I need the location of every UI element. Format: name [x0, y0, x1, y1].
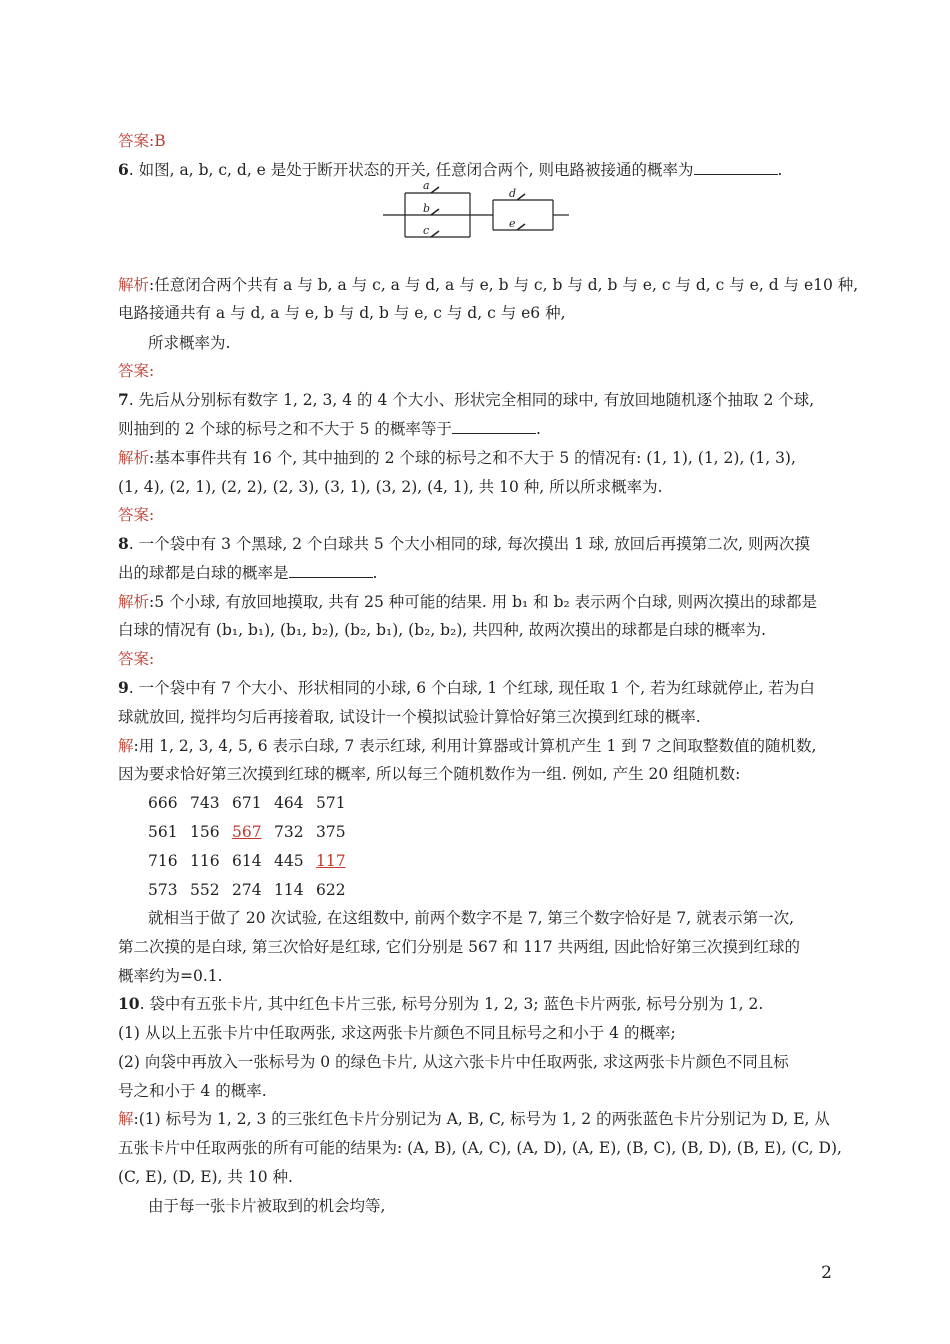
question-7-line-2: 则抽到的 2 个球的标号之和不大于 5 的概率等于 . [118, 420, 541, 438]
table-row: 561 156 567 732 375 [148, 823, 346, 841]
solution-8-line-2: 白球的情况有 (b₁, b₁), (b₁, b₂), (b₂, b₁), (b₂, b₂), 共四种, 故两次摸出的球都是白球的概率为. [118, 621, 767, 639]
solution-9-line-2: 因为要求恰好第三次摸到红球的概率, 所以每三个随机数作为一组. 例如, 产生 20 组随机数: [118, 765, 741, 783]
solution-6-line-1: 解析:任意闭合两个共有 a 与 b, a 与 c, a 与 d, a 与 e, b 与 c, b 与 d, b 与 e, c 与 d, c 与 e, d 与 e10 种, [118, 276, 859, 294]
highlighted-number: 117 [316, 852, 346, 870]
question-8-line-1: 8. 一个袋中有 3 个黑球, 2 个白球共 5 个大小相同的球, 每次摸出 1 球, 放回后再摸第二次, 则两次摸 [118, 534, 811, 553]
switch-b-label: b [423, 202, 431, 215]
solution-6-line-2: 电路接通共有 a 与 d, a 与 e, b 与 d, b 与 e, c 与 d, c 与 e6 种, [118, 304, 566, 322]
solution-9-line-1: 解:用 1, 2, 3, 4, 5, 6 表示白球, 7 表示红球, 利用计算器或计算机产生 1 到 7 之间取整数值的随机数, [118, 737, 817, 755]
answer-blank [452, 418, 536, 434]
solution-7-line-1: 解析:基本事件共有 16 个, 其中抽到的 2 个球的标号之和不大于 5 的情况有: (1, 1), (1, 2), (1, 3), [118, 449, 796, 467]
solution-8-line-1: 解析:5 个小球, 有放回地摸取, 共有 25 种可能的结果. 用 b₁ 和 b₂ 表示两个白球, 则两次摸出的球都是 [118, 593, 818, 611]
switch-e-label: e [509, 217, 516, 230]
solution-10-line-1: 解:(1) 标号为 1, 2, 3 的三张红色卡片分别记为 A, B, C, 标号为 1, 2 的两张蓝色卡片分别记为 D, E, 从 [118, 1110, 830, 1128]
solution-10-line-4: 由于每一张卡片被取到的机会均等, [148, 1197, 386, 1215]
table-row: 573 552 274 114 622 [148, 881, 346, 899]
switch-a-label: a [423, 183, 430, 192]
solution-10-line-3: (C, E), (D, E), 共 10 种. [118, 1168, 293, 1186]
solution-9-line-5: 概率约为=0.1. [118, 967, 223, 985]
question-9-line-2: 球就放回, 搅拌均匀后再接着取, 试设计一个模拟试验计算恰好第三次摸到红球的概率. [118, 708, 701, 726]
question-10-line-3: (2) 向袋中再放入一张标号为 0 的绿色卡片, 从这六张卡片中任取两张, 求这两张卡片颜色不同且标 [118, 1053, 789, 1071]
switch-c-label: c [423, 224, 430, 237]
answer-8: 答案: [118, 650, 155, 668]
solution-10-line-2: 五张卡片中任取两张的所有可能的结果为: (A, B), (A, C), (A, D), (A, E), (B, C), (B, D), (B, E), (C, D), [118, 1139, 842, 1157]
answer-blank [289, 562, 373, 578]
answer-5: 答案:B [118, 132, 166, 150]
question-6: 6. 如图, a, b, c, d, e 是处于断开状态的开关, 任意闭合两个, 则电路被接通的概率为 . [118, 160, 783, 179]
table-row: 666 743 671 464 571 [148, 794, 346, 812]
answer-blank [694, 159, 778, 175]
answer-6: 答案: [118, 362, 155, 380]
solution-9-line-3: 就相当于做了 20 次试验, 在这组数中, 前两个数字不是 7, 第三个数字恰好是 7, 就表示第一次, [148, 909, 794, 927]
question-9-line-1: 9. 一个袋中有 7 个大小、形状相同的小球, 6 个白球, 1 个红球, 现任取 1 个, 若为红球就停止, 若为白 [118, 678, 815, 697]
solution-9-line-4: 第二次摸的是白球, 第三次恰好是红球, 它们分别是 567 和 117 共两组, 因此恰好第三次摸到红球的 [118, 938, 800, 956]
table-row: 716 116 614 445 117 [148, 852, 346, 870]
switch-d-label: d [509, 187, 517, 200]
solution-6-line-3: 所求概率为. [148, 334, 231, 352]
page-number: 2 [821, 1263, 832, 1283]
question-7-line-1: 7. 先后从分别标有数字 1, 2, 3, 4 的 4 个大小、形状完全相同的球中, 有放回地随机逐个抽取 2 个球, [118, 390, 815, 409]
circuit-diagram [383, 183, 569, 245]
question-10-line-1: 10. 袋中有五张卡片, 其中红色卡片三张, 标号分别为 1, 2, 3; 蓝色卡片两张, 标号分别为 1, 2. [118, 994, 764, 1013]
question-10-line-4: 号之和小于 4 的概率. [118, 1082, 267, 1100]
question-8-line-2: 出的球都是白球的概率是 . [118, 564, 378, 582]
answer-7: 答案: [118, 506, 155, 524]
question-10-line-2: (1) 从以上五张卡片中任取两张, 求这两张卡片颜色不同且标号之和小于 4 的概率; [118, 1024, 676, 1042]
highlighted-number: 567 [232, 823, 262, 841]
solution-7-line-2: (1, 4), (2, 1), (2, 2), (2, 3), (3, 1), (3, 2), (4, 1), 共 10 种, 所以所求概率为. [118, 478, 663, 496]
random-number-table [148, 792, 408, 904]
